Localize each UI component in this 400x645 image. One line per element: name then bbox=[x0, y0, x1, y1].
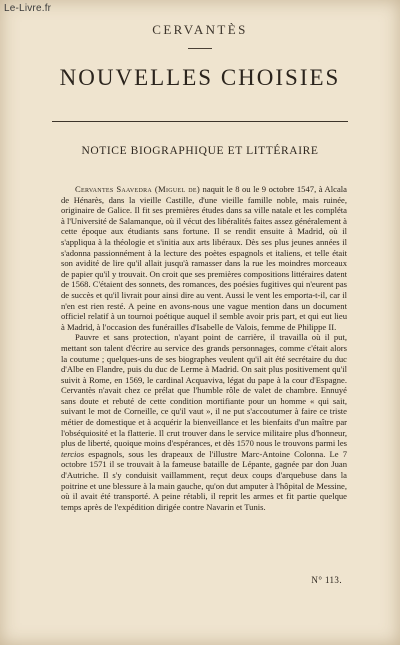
section-heading: NOTICE BIOGRAPHIQUE ET LITTÉRAIRE bbox=[81, 145, 319, 157]
paragraph-1 bbox=[61, 184, 347, 332]
book-title: NOUVELLES CHOISIES bbox=[59, 65, 341, 90]
paragraph-1-text: naquit le 8 ou le 9 octobre 1547, à Alcala de Hénarès, dans la vieille Castille, d'une vieille famille noble, mais ruinée, originaire de Galice. Il fit ses premières études dans sa ville natale et les compléta à l'Université de Salamanque, où il vécut des libéralités faites assez généralement à cette époque aux étudiants sans fortune. Il se rendit ensuite à Madrid, où il s'appliqua à la théologie et s'initia aux arts libéraux. Dès ses plus jeunes années il s'adonna passionnément à la lecture des poètes espagnols et italiens, et telle était son avidité de lire qu'il allait jusqu'à ramasser dans la rue les moindres morceaux de papier qu'il y trouvait. On croit que ses premières compositions littéraires datent de 1568. C'étaient des sonnets, des romances, des poésies fugitives qui n'eurent pas de succès et qu'il livrait pour ainsi dire au vent. Aussi le vent les emporta-t-il, car il n'en est rien resté. A peine en avons-nous une vague mention dans un document officiel relatif à un tournoi poétique auquel il semble avoir pris part, et qui eut lieu à Madrid, à l'occasion des funérailles d'Isabelle de Valois, femme de Philippe II. bbox=[61, 184, 347, 332]
paragraph-2-text-b: espagnols, sous les drapeaux de l'illustre Marc-Antoine Colonna. Le 7 octobre 1571 il se trouvait à la fameuse bataille de Lépante, gagnée par don Juan d'Autriche. Il s'y conduisit vaillamment, reçut deux coups d'arquebuse dans la poitrine et une blessure à la main gauche, qu'on dut amputer à l'hôpital de Messine, où il avait été transporté. A peine rétabli, il reprit les armes et fit partie quelque temps après de l'expédition dirigée contre Navarin et Tunis. bbox=[61, 448, 347, 512]
author-heading: CERVANTÈS bbox=[152, 22, 248, 37]
paragraph-1-lead: Cervantes Saavedra (Miguel de) bbox=[75, 184, 201, 194]
folio-number: N° 113. bbox=[311, 575, 342, 585]
long-rule-divider bbox=[52, 121, 348, 122]
paragraph-2-italic: tercios bbox=[61, 448, 85, 459]
paragraph-2-text-a: Pauvre et sans protection, n'ayant point de carrière, il travailla où il put, mettant son talent d'écrire au service des grands personnages, comme c'était alors la coutume ; quelques-uns de ses biographes veulent qu'il ait été secrétaire du duc d'Albe en Flandre, puis du duc de Lerme à Madrid. On sait plus positivement qu'il suivit à Rome, en 1569, le cardinal Acquaviva, légat du pape à la cour d'Espagne. Cervantès n'avait chez ce prélat que l'humble rôle de valet de chambre. Ennuyé sans doute et rebuté de cette condition mortifiante pour un homme « qui sait, suivant le mot de Corneille, ce qu'il vaut », il ne put s'accoutumer à faire ce triste métier de domestique et à acquérir la bienveillance et les bienfaits d'un maître par l'obséquiosité et la flatterie. Il crut trouver dans le service militaire plus d'honneur, plus de liberté, quoique moins d'espérances, et dès 1570 nous le trouvons parmi les bbox=[61, 332, 347, 449]
paragraph-2 bbox=[61, 332, 347, 512]
watermark-text: Le-Livre.fr bbox=[4, 3, 52, 14]
body-text bbox=[61, 184, 347, 512]
short-rule-divider bbox=[188, 48, 212, 49]
